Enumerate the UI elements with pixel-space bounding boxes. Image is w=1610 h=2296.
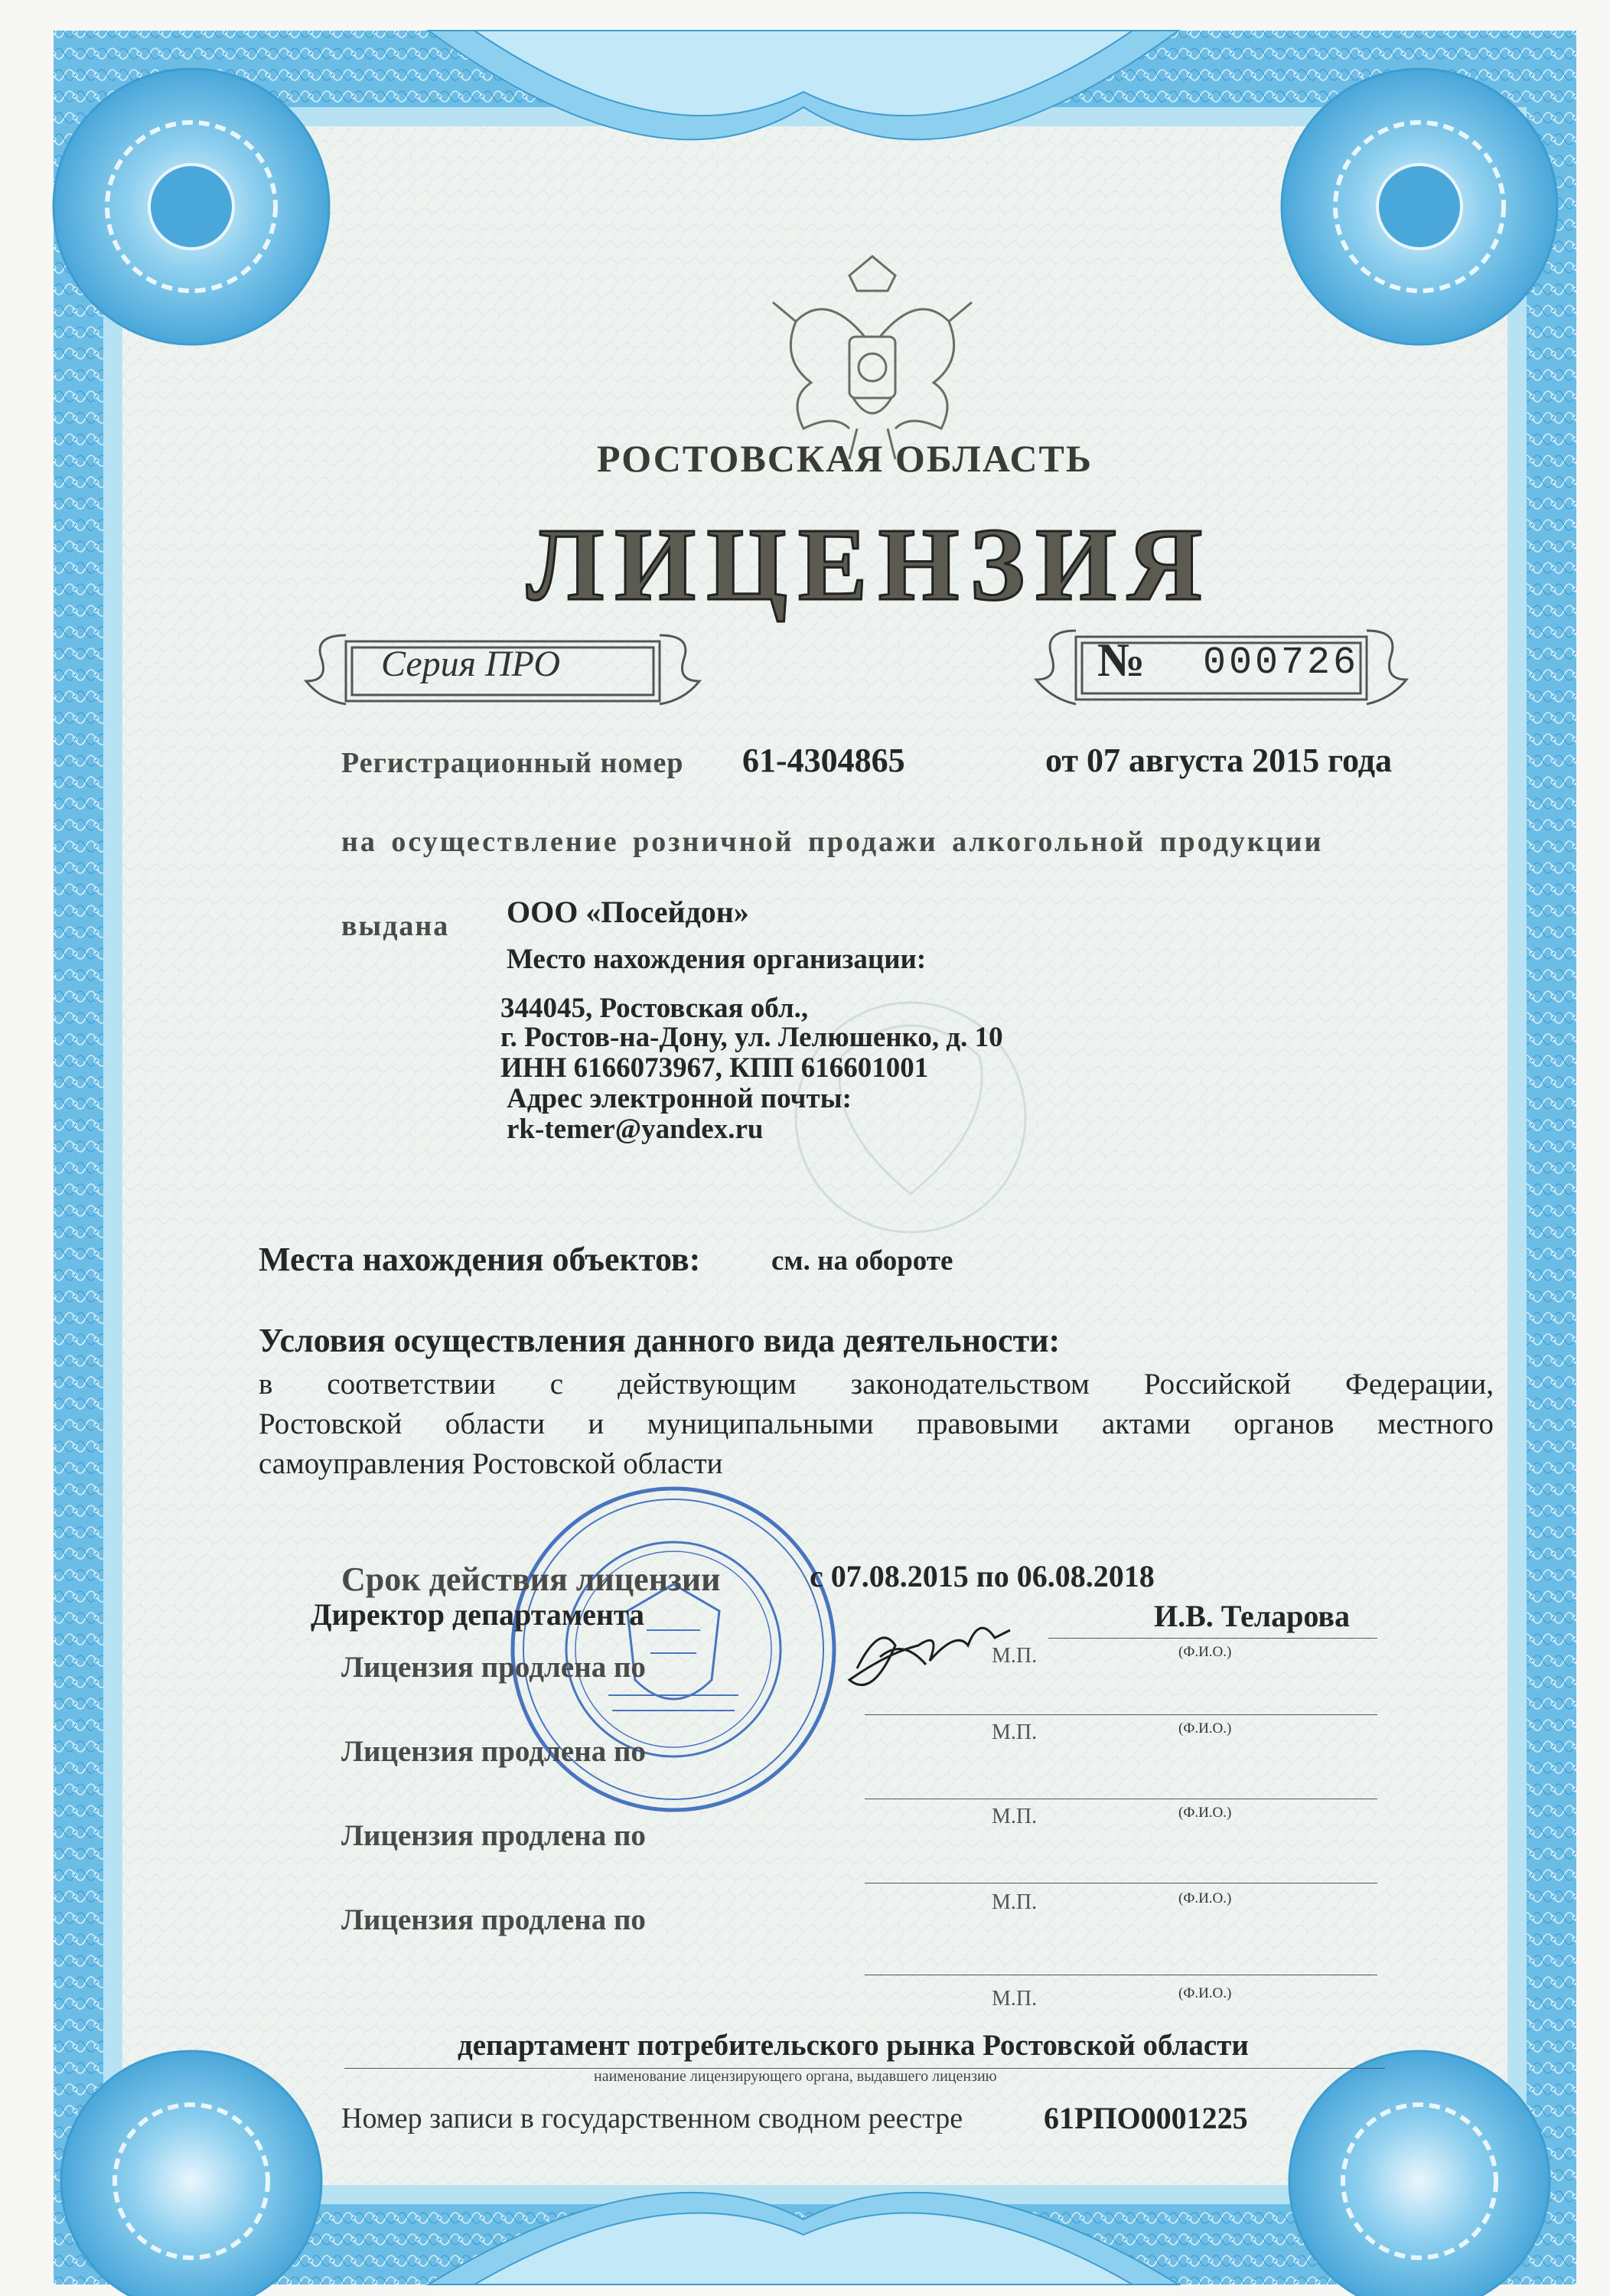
extension-label: Лицензия продлена по	[341, 1819, 646, 1852]
inn-kpp: ИНН 6166073967, КПП 616601001	[500, 1052, 929, 1084]
word: законодательством	[850, 1368, 1090, 1401]
objects-label: Места нахождения объектов:	[259, 1241, 701, 1278]
paper-area	[122, 126, 1507, 2185]
validity-label: Срок действия лицензии	[341, 1561, 721, 1598]
organization-name: ООО «Посейдон»	[507, 895, 749, 929]
address-line-1: 344045, Ростовская обл.,	[500, 993, 809, 1024]
registration-date: от 07 августа 2015 года	[1045, 742, 1392, 779]
mp-label: М.П.	[992, 1890, 1038, 1914]
authority-caption: наименование лицензирующего органа, выдавшего лицензию	[594, 2068, 997, 2085]
series-label: Серия ПРО	[381, 644, 560, 684]
fio-caption: (Ф.И.О.)	[1178, 1985, 1232, 2001]
word: и	[588, 1407, 605, 1440]
word: с	[549, 1368, 564, 1401]
word: в	[259, 1368, 273, 1401]
issuing-authority: департамент потребительского рынка Ростовской области	[458, 2029, 1249, 2062]
address-line-2: г. Ростов-на-Дону, ул. Лелюшенко, д. 10	[500, 1022, 1003, 1053]
conditions-line-2	[259, 1407, 1494, 1441]
word: органов	[1234, 1407, 1335, 1440]
location-label: Место нахождения организации:	[507, 944, 927, 975]
word: местного	[1377, 1407, 1494, 1440]
mp-label: М.П.	[992, 1987, 1038, 2011]
word: Ростовской	[259, 1407, 402, 1440]
registry-label: Номер записи в государственном сводном реестре	[341, 2102, 963, 2135]
issued-label: выдана	[341, 910, 450, 942]
conditions-line-1	[259, 1367, 1494, 1401]
mp-label: М.П.	[992, 1805, 1038, 1828]
email-value: rk-temer@yandex.ru	[507, 1114, 764, 1145]
extension-label: Лицензия продлена по	[341, 1651, 646, 1684]
objects-value: см. на обороте	[771, 1245, 953, 1277]
word: соответствии	[327, 1368, 496, 1401]
document-title: ЛИЦЕНЗИЯ	[526, 507, 1214, 622]
signatory-position: Директор департамента	[311, 1597, 645, 1632]
word: Федерации,	[1345, 1368, 1494, 1401]
word: муниципальными	[647, 1407, 874, 1440]
registry-number: 61РПО0001225	[1044, 2101, 1248, 2135]
conditions-label: Условия осуществления данного вида деятельности:	[259, 1322, 1061, 1359]
conditions-line-3: самоуправления Ростовской области	[259, 1447, 723, 1480]
license-purpose: на осуществление розничной продажи алкогольной продукции	[341, 826, 1324, 858]
email-label: Адрес электронной почты:	[507, 1083, 852, 1114]
mp-label: М.П.	[992, 1644, 1038, 1668]
license-number: 000726	[1203, 641, 1360, 685]
extension-label: Лицензия продлена по	[341, 1735, 646, 1768]
fio-caption: (Ф.И.О.)	[1178, 1644, 1232, 1660]
word: области	[445, 1407, 546, 1440]
registration-label: Регистрационный номер	[341, 747, 684, 779]
region-title: РОСТОВСКАЯ ОБЛАСТЬ	[597, 437, 1093, 480]
signature-line	[1048, 1638, 1377, 1639]
fio-caption: (Ф.И.О.)	[1178, 1805, 1232, 1821]
fio-caption: (Ф.И.О.)	[1178, 1720, 1232, 1737]
registration-number: 61-4304865	[742, 742, 905, 779]
signatory-name: И.В. Теларова	[1154, 1599, 1350, 1633]
number-sign: №	[1097, 634, 1146, 687]
extension-label: Лицензия продлена по	[341, 1903, 646, 1936]
word: действующим	[618, 1368, 797, 1401]
word: актами	[1101, 1407, 1191, 1440]
validity-value: с 07.08.2015 по 06.08.2018	[810, 1559, 1155, 1593]
extension-line	[865, 1714, 1377, 1715]
mp-label: М.П.	[992, 1720, 1038, 1744]
word: правовыми	[917, 1407, 1059, 1440]
word: Российской	[1143, 1368, 1292, 1401]
fio-caption: (Ф.И.О.)	[1178, 1890, 1232, 1906]
